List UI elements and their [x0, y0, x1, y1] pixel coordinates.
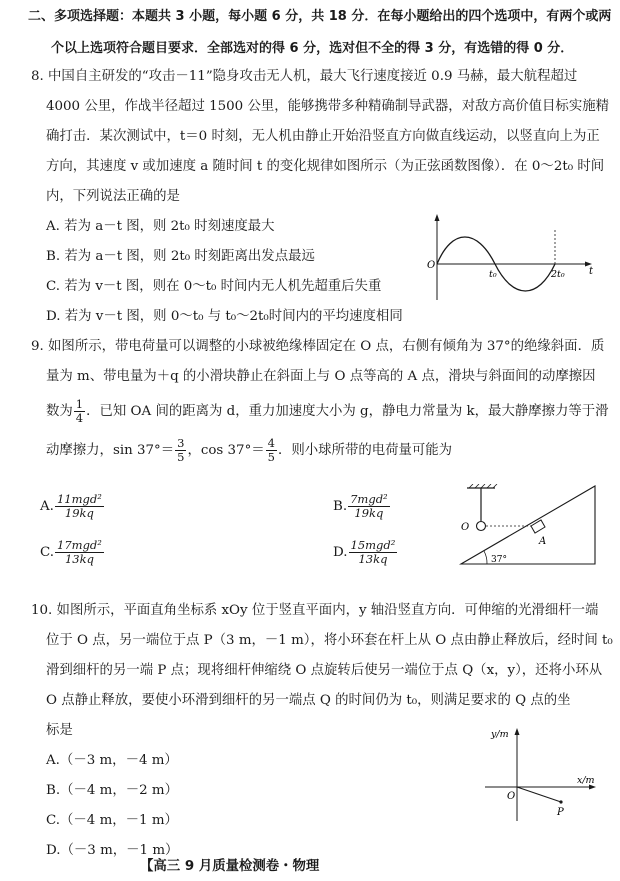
q8-option-a: A. 若为 a－t 图，则 2t₀ 时刻速度最大	[46, 219, 275, 234]
angle-label: 37°	[491, 555, 507, 565]
option-numerator: 15mgd²	[350, 538, 396, 552]
graph-origin-label: O	[427, 260, 436, 271]
q8-text-line: 4000 公里，作战半径超过 1500 公里，能够携带多种精确制导武器，对敌方高价值目标实施精	[46, 99, 609, 114]
q8-text-line: 方向，其速度 v 或加速度 a 随时间 t 的变化规律如图所示（为正弦函数图像）．在 0～2t₀ 时间	[46, 159, 605, 174]
q8-sine-graph	[425, 212, 600, 304]
section-heading-line2: 个以上选项符合题目要求．全部选对的得 6 分，选对但不全的得 3 分，有选错的得 0 分．	[51, 41, 574, 56]
q9-text-line-3	[46, 398, 609, 425]
sin-denominator: 5	[177, 450, 185, 464]
graph-2t0-label: 2t₀	[551, 269, 565, 280]
q9-option-d	[333, 539, 398, 566]
cos-numerator: 4	[267, 436, 275, 450]
point-p-label: P	[557, 807, 564, 818]
q10-text-line: O 点静止释放，要使小环滑到细杆的另一端点 Q 的时间仍为 t₀，则满足要求的 Q 点的坐	[46, 693, 571, 708]
charged-ball	[477, 522, 486, 531]
q8-text-line: 内，下列说法正确的是	[46, 189, 180, 204]
option-label: A.	[40, 499, 54, 514]
footer-title: 【高三 9 月质量检测卷・物理	[140, 859, 320, 874]
q9-text-line: 量为 m、带电量为＋q 的小滑块静止在斜面上与 O 点等高的 A 点，滑块与斜面间的动摩擦因	[46, 369, 596, 384]
q10-text-line: 标是	[46, 723, 73, 738]
point-o-label: O	[461, 522, 470, 533]
q10-text-line: 10. 如图所示，平面直角坐标系 xOy 位于竖直平面内，y 轴沿竖直方向．可伸缩的光滑细杆一端	[31, 603, 599, 618]
option-label: D.	[333, 545, 348, 560]
option-denominator: 19kq	[354, 506, 384, 520]
q9-option-a	[40, 493, 105, 520]
sin-fraction	[175, 437, 186, 464]
section-heading-line1: 二、多项选择题：本题共 3 小题，每小题 6 分，共 18 分．在每小题给出的四个选项中，有两个或两	[28, 9, 612, 24]
q10-option-b: B.（－4 m，－2 m）	[46, 783, 178, 798]
option-fraction	[55, 539, 104, 566]
option-denominator: 13kq	[64, 552, 94, 566]
option-fraction	[348, 493, 390, 520]
q9-text-line-4	[46, 437, 452, 464]
q8-option-d: D. 若为 v－t 图，则 0～t₀ 与 t₀～2t₀时间内的平均速度相同	[46, 309, 403, 324]
graph-t0-label: t₀	[489, 269, 497, 280]
q9-text-part: ．已知 OA 间的距离为 d，重力加速度大小为 g，静电力常量为 k，最大静摩擦力等于滑	[86, 404, 609, 419]
mu-numerator: 1	[75, 397, 84, 411]
option-fraction	[349, 539, 398, 566]
cos-denominator: 5	[267, 450, 275, 464]
q9-incline-figure	[455, 484, 600, 570]
cos-fraction	[266, 437, 277, 464]
q9-option-c	[40, 539, 105, 566]
q8-option-b: B. 若为 a－t 图，则 2t₀ 时刻距离出发点最远	[46, 249, 315, 264]
q9-option-b	[333, 493, 391, 520]
option-numerator: 11mgd²	[56, 492, 102, 506]
point-p-dot	[559, 800, 562, 803]
mu-denominator: 4	[75, 411, 84, 425]
graph-t-axis-label: t	[589, 266, 594, 277]
q9-text-part: ，cos 37°＝	[187, 443, 265, 458]
angle-arc	[484, 551, 487, 564]
graph-vertical-arrow	[435, 214, 440, 221]
rod-op	[517, 787, 561, 802]
q10-option-a: A.（－3 m，－4 m）	[46, 753, 178, 768]
sin-numerator: 3	[177, 436, 185, 450]
q10-text-line: 位于 O 点，另一端位于点 P（3 m，－1 m），将小环套在杆上从 O 点由静止释放后，经时间 t₀	[46, 633, 613, 648]
ceiling-hatch	[469, 484, 497, 488]
q9-text-part: 数为	[46, 404, 73, 419]
mu-fraction	[74, 398, 85, 425]
y-axis-arrow	[515, 728, 520, 735]
q10-option-c: C.（－4 m，－1 m）	[46, 813, 178, 828]
option-label: B.	[333, 499, 348, 514]
x-axis-label: x/m	[577, 775, 595, 786]
option-numerator: 7mgd²	[350, 492, 388, 506]
q8-text-line: 8. 中国自主研发的“攻击－11”隐身攻击无人机，最大飞行速度接近 0.9 马赫，最大航程超过	[31, 69, 578, 84]
origin-label: O	[507, 791, 516, 802]
option-fraction	[55, 493, 104, 520]
q10-coordinate-figure	[483, 725, 603, 825]
q9-text-part: ．则小球所带的电荷量可能为	[278, 443, 453, 458]
option-numerator: 17mgd²	[57, 538, 102, 552]
option-label: C.	[40, 545, 55, 560]
y-axis-label: y/m	[491, 729, 509, 740]
q8-option-c: C. 若为 v－t 图，则在 0～t₀ 时间内无人机先超重后失重	[46, 279, 382, 294]
option-denominator: 19kq	[64, 506, 94, 520]
q9-text-part: 动摩擦力，sin 37°＝	[46, 443, 175, 458]
point-a-label: A	[539, 536, 547, 547]
q9-text-line: 9. 如图所示，带电荷量可以调整的小球被绝缘棒固定在 O 点，右侧有倾角为 37°的绝缘斜面．质	[31, 339, 605, 354]
q10-text-line: 滑到细杆的另一端 P 点；现将细杆伸缩绕 O 点旋转后使另一端位于点 Q（x，y），还将小环从	[46, 663, 603, 678]
option-denominator: 13kq	[358, 552, 388, 566]
q10-option-d: D.（－3 m，－1 m）	[46, 843, 179, 858]
q8-text-line: 确打击．某次测试中，t＝0 时刻，无人机由静止开始沿竖直方向做直线运动，以竖直向上为正	[46, 129, 600, 144]
